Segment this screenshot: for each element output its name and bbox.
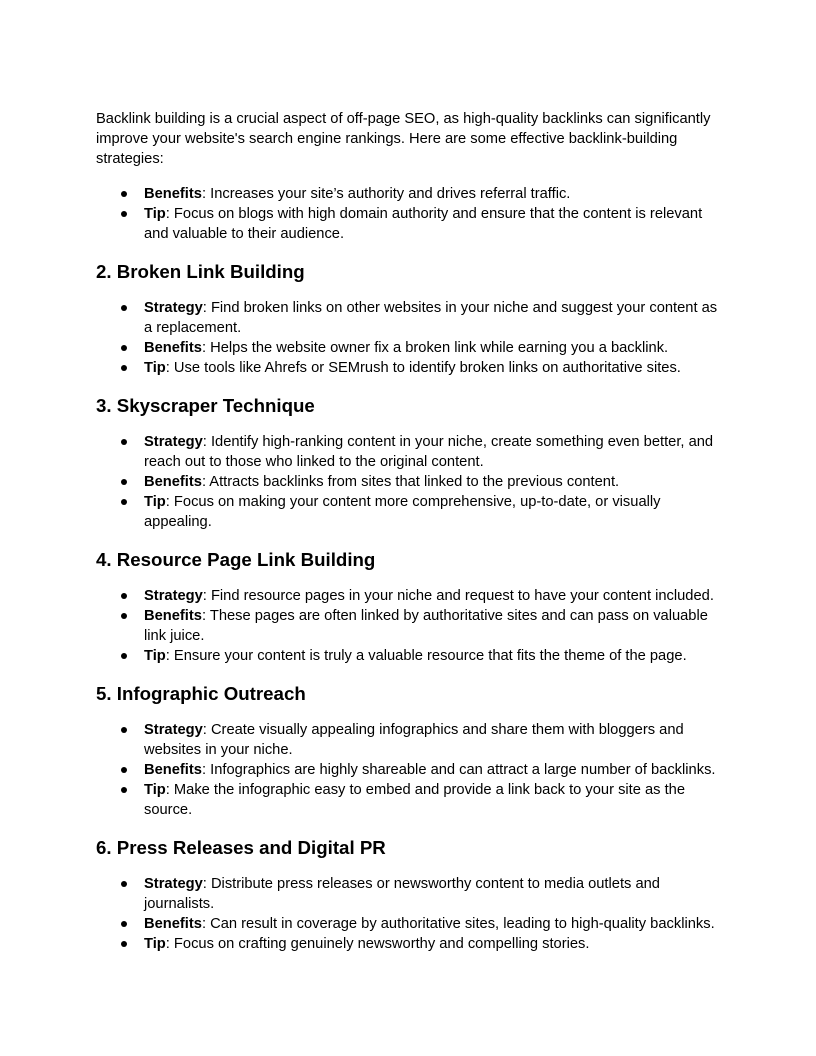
item-label: Tip [144, 360, 166, 376]
item-text: : Make the infographic easy to embed and provide a link back to your site as the source. [144, 782, 686, 818]
item-text: : Can result in coverage by authoritative sites, leading to high-quality backlinks. [201, 916, 715, 932]
section-heading-infographic-outreach: 5. Infographic Outreach [96, 683, 306, 704]
list-item [96, 720, 720, 760]
item-label: Benefits [144, 608, 202, 624]
item-label: Tip [144, 936, 166, 952]
item-text: : Helps the website owner fix a broken link while earning you a backlink. [201, 340, 669, 356]
list-item [96, 780, 720, 820]
list-item [96, 204, 720, 244]
item-label: Benefits [144, 916, 202, 932]
bullet-marker [121, 365, 127, 371]
item-text: : Identify high-ranking content in your niche, create something even better, and reach out to those who linked to the original content. [144, 434, 714, 470]
item-text: : Increases your site’s authority and drives referral traffic. [201, 186, 571, 202]
list-item [96, 472, 720, 492]
bullet-marker [121, 479, 127, 485]
item-label: Tip [144, 494, 166, 510]
bullet-marker [121, 613, 127, 619]
list-item [96, 914, 720, 934]
item-label: Tip [144, 782, 166, 798]
item-text: : Ensure your content is truly a valuable resource that fits the theme of the page. [165, 648, 687, 664]
item-text: : Focus on blogs with high domain authority and ensure that the content is relevant and valuable to their audience. [144, 206, 703, 242]
list-item [96, 760, 720, 780]
item-label: Benefits [144, 186, 202, 202]
item-label: Benefits [144, 762, 202, 778]
list-item [96, 606, 720, 646]
section-bullet-list [96, 720, 720, 820]
bullet-marker [121, 439, 127, 445]
section-heading-skyscraper-technique: 3. Skyscraper Technique [96, 395, 315, 416]
item-text: : Use tools like Ahrefs or SEMrush to identify broken links on authoritative sites. [165, 360, 681, 376]
section-heading-broken-link-building: 2. Broken Link Building [96, 261, 305, 282]
item-label: Benefits [144, 340, 202, 356]
item-text: : Find broken links on other websites in your niche and suggest your content as a replacement. [144, 300, 718, 336]
section-heading-press-releases-digital-pr: 6. Press Releases and Digital PR [96, 837, 386, 858]
list-item [96, 586, 720, 606]
list-item [96, 646, 720, 666]
section-bullet-list [96, 874, 720, 954]
item-text: : Focus on crafting genuinely newsworthy and compelling stories. [165, 936, 590, 952]
bullet-marker [121, 787, 127, 793]
item-text: : Attracts backlinks from sites that linked to the previous content. [201, 474, 620, 490]
bullet-marker [121, 593, 127, 599]
item-label: Strategy [144, 588, 203, 604]
bullet-marker [121, 941, 127, 947]
item-label: Tip [144, 206, 166, 222]
item-label: Benefits [144, 474, 202, 490]
item-text: : Find resource pages in your niche and request to have your content included. [202, 588, 714, 604]
list-item [96, 492, 720, 532]
section-bullet-list [96, 586, 720, 666]
bullet-marker [121, 881, 127, 887]
list-item [96, 432, 720, 472]
bullet-marker [121, 305, 127, 311]
bullet-marker [121, 211, 127, 217]
item-label: Strategy [144, 876, 203, 892]
lead-bullet-list [96, 184, 720, 244]
item-label: Strategy [144, 434, 203, 450]
section-bullet-list [96, 432, 720, 532]
list-item [96, 934, 720, 954]
list-item [96, 874, 720, 914]
bullet-marker [121, 653, 127, 659]
bullet-marker [121, 727, 127, 733]
bullet-marker [121, 191, 127, 197]
item-text: : Create visually appealing infographics and share them with bloggers and websites in your niche. [144, 722, 684, 758]
item-label: Tip [144, 648, 166, 664]
item-text: : Distribute press releases or newsworthy content to media outlets and journalists. [144, 876, 660, 912]
item-text: : Infographics are highly shareable and can attract a large number of backlinks. [201, 762, 716, 778]
section-heading-resource-page-link-building: 4. Resource Page Link Building [96, 549, 376, 570]
item-text: : These pages are often linked by authoritative sites and can pass on valuable link juice. [144, 608, 708, 644]
list-item [96, 358, 720, 378]
bullet-marker [121, 499, 127, 505]
item-text: : Focus on making your content more comprehensive, up-to-date, or visually appealing. [144, 494, 661, 530]
section-bullet-list [96, 298, 720, 378]
bullet-marker [121, 921, 127, 927]
item-label: Strategy [144, 722, 203, 738]
item-label: Strategy [144, 300, 203, 316]
intro-paragraph: Backlink building is a crucial aspect of off-page SEO, as high-quality backlinks can significantly improve your website's search engine rankings. Here are some effective backlink-building strategies: [96, 111, 711, 167]
list-item [96, 338, 720, 358]
bullet-marker [121, 345, 127, 351]
list-item [96, 184, 720, 204]
list-item [96, 298, 720, 338]
bullet-marker [121, 767, 127, 773]
